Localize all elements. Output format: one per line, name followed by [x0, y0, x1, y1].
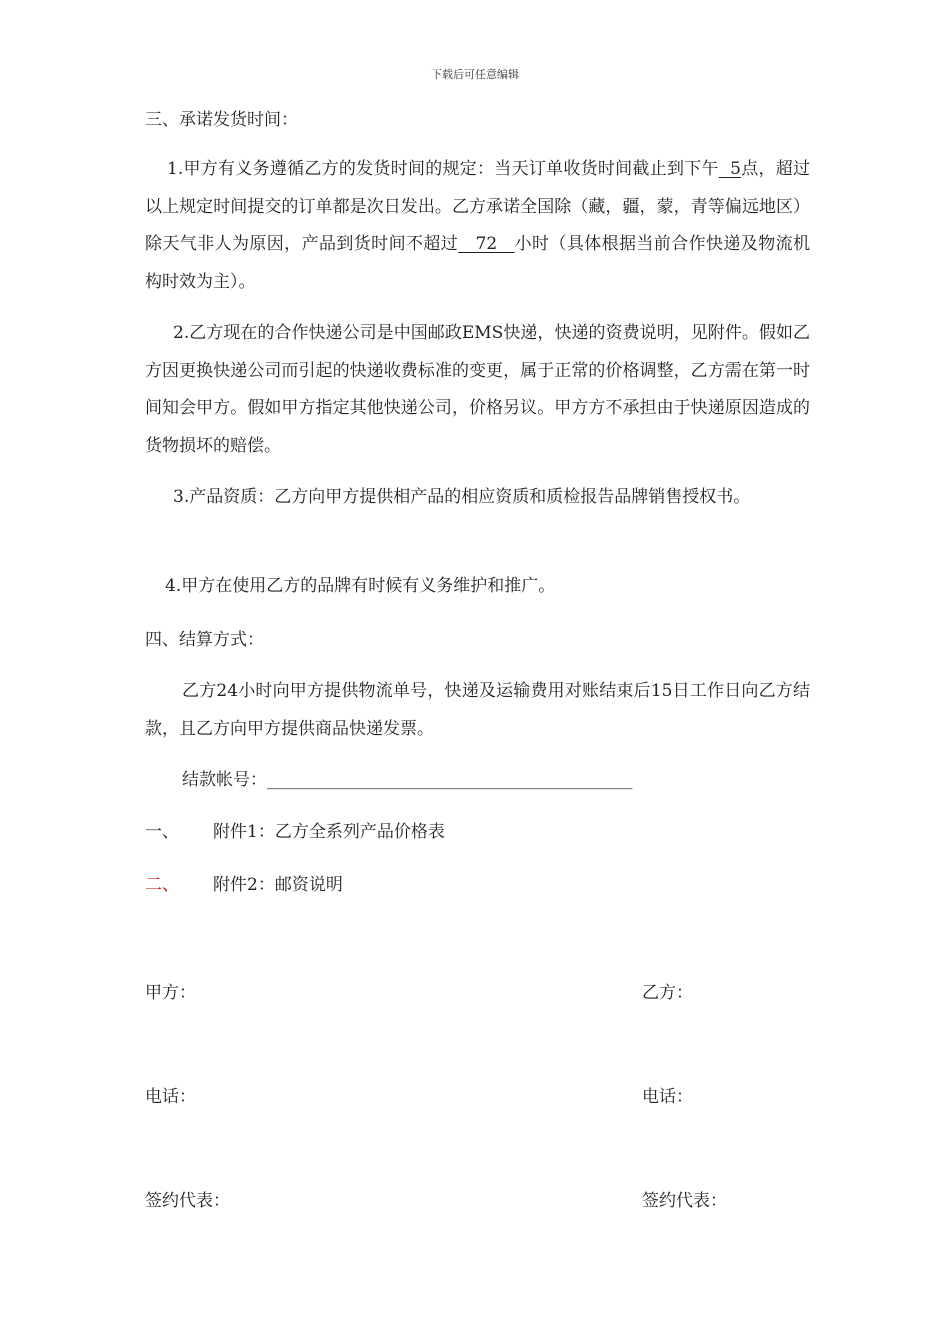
section3-heading: 三、承诺发货时间：: [145, 110, 298, 130]
section4-paragraph-1: 乙方24小时向甲方提供物流单号，快递及运输费用对账结束后15日工作日向乙方结款，且乙方向甲方提供商品快递发票。: [145, 681, 810, 739]
p1-before: 1.甲方有义务遵循乙方的发货时间的规定：当天订单收货时间截止到下午: [167, 159, 719, 179]
section3-paragraph-1: [145, 151, 810, 301]
party-b-label: 乙方：: [642, 983, 693, 1003]
attachment-text: 附件2：邮资说明: [213, 875, 343, 895]
attachment-number: 一、: [145, 822, 179, 842]
party-b-representative-label: 签约代表：: [642, 1191, 727, 1211]
page-header-note: 下载后可任意编辑: [431, 68, 519, 81]
cutoff-hour: 5: [718, 159, 741, 179]
delivery-hours: 72: [458, 234, 515, 254]
section3-paragraph-4: 4.甲方在使用乙方的品牌有时候有义务维护和推广。: [165, 576, 556, 596]
party-a-phone-label: 电话：: [145, 1087, 196, 1107]
account-line: [145, 762, 810, 800]
p1-after: 小时（具体根据当前合作快递及物流机构时效为主）。: [145, 234, 810, 292]
attachment-number: 二、: [145, 875, 179, 895]
attachment-text: 附件1：乙方全系列产品价格表: [213, 822, 445, 842]
attachment-item-1: [145, 814, 810, 852]
attachment-item-2: [145, 867, 810, 905]
section3-paragraph-3: 3.产品资质：乙方向甲方提供相产品的相应资质和质检报告品牌销售授权书。: [173, 487, 751, 507]
section4-heading: 四、结算方式：: [145, 630, 264, 650]
account-blank: ___________________________________________: [267, 770, 633, 790]
account-label: 结款帐号：: [182, 770, 267, 790]
section3-paragraph-2: 2.乙方现在的合作快递公司是中国邮政EMS快递，快递的资费说明，见附件。假如乙方因更换快递公司而引起的快递收费标准的变更，属于正常的价格调整，乙方需在第一时间知会甲方。假如甲方指定其他快递公司，价格另议。甲方方不承担由于快递原因造成的货物损坏的赔偿。: [145, 323, 810, 456]
p1-middle: 点，超过以上规定时间提交的订单都是次日发出。乙方承诺全国除（藏，疆，蒙，青等偏远地区）除天气非人为原因，产品到货时间不超过: [145, 159, 811, 254]
party-a-label: 甲方：: [145, 983, 196, 1003]
party-a-representative-label: 签约代表：: [145, 1191, 230, 1211]
party-b-phone-label: 电话：: [642, 1087, 693, 1107]
